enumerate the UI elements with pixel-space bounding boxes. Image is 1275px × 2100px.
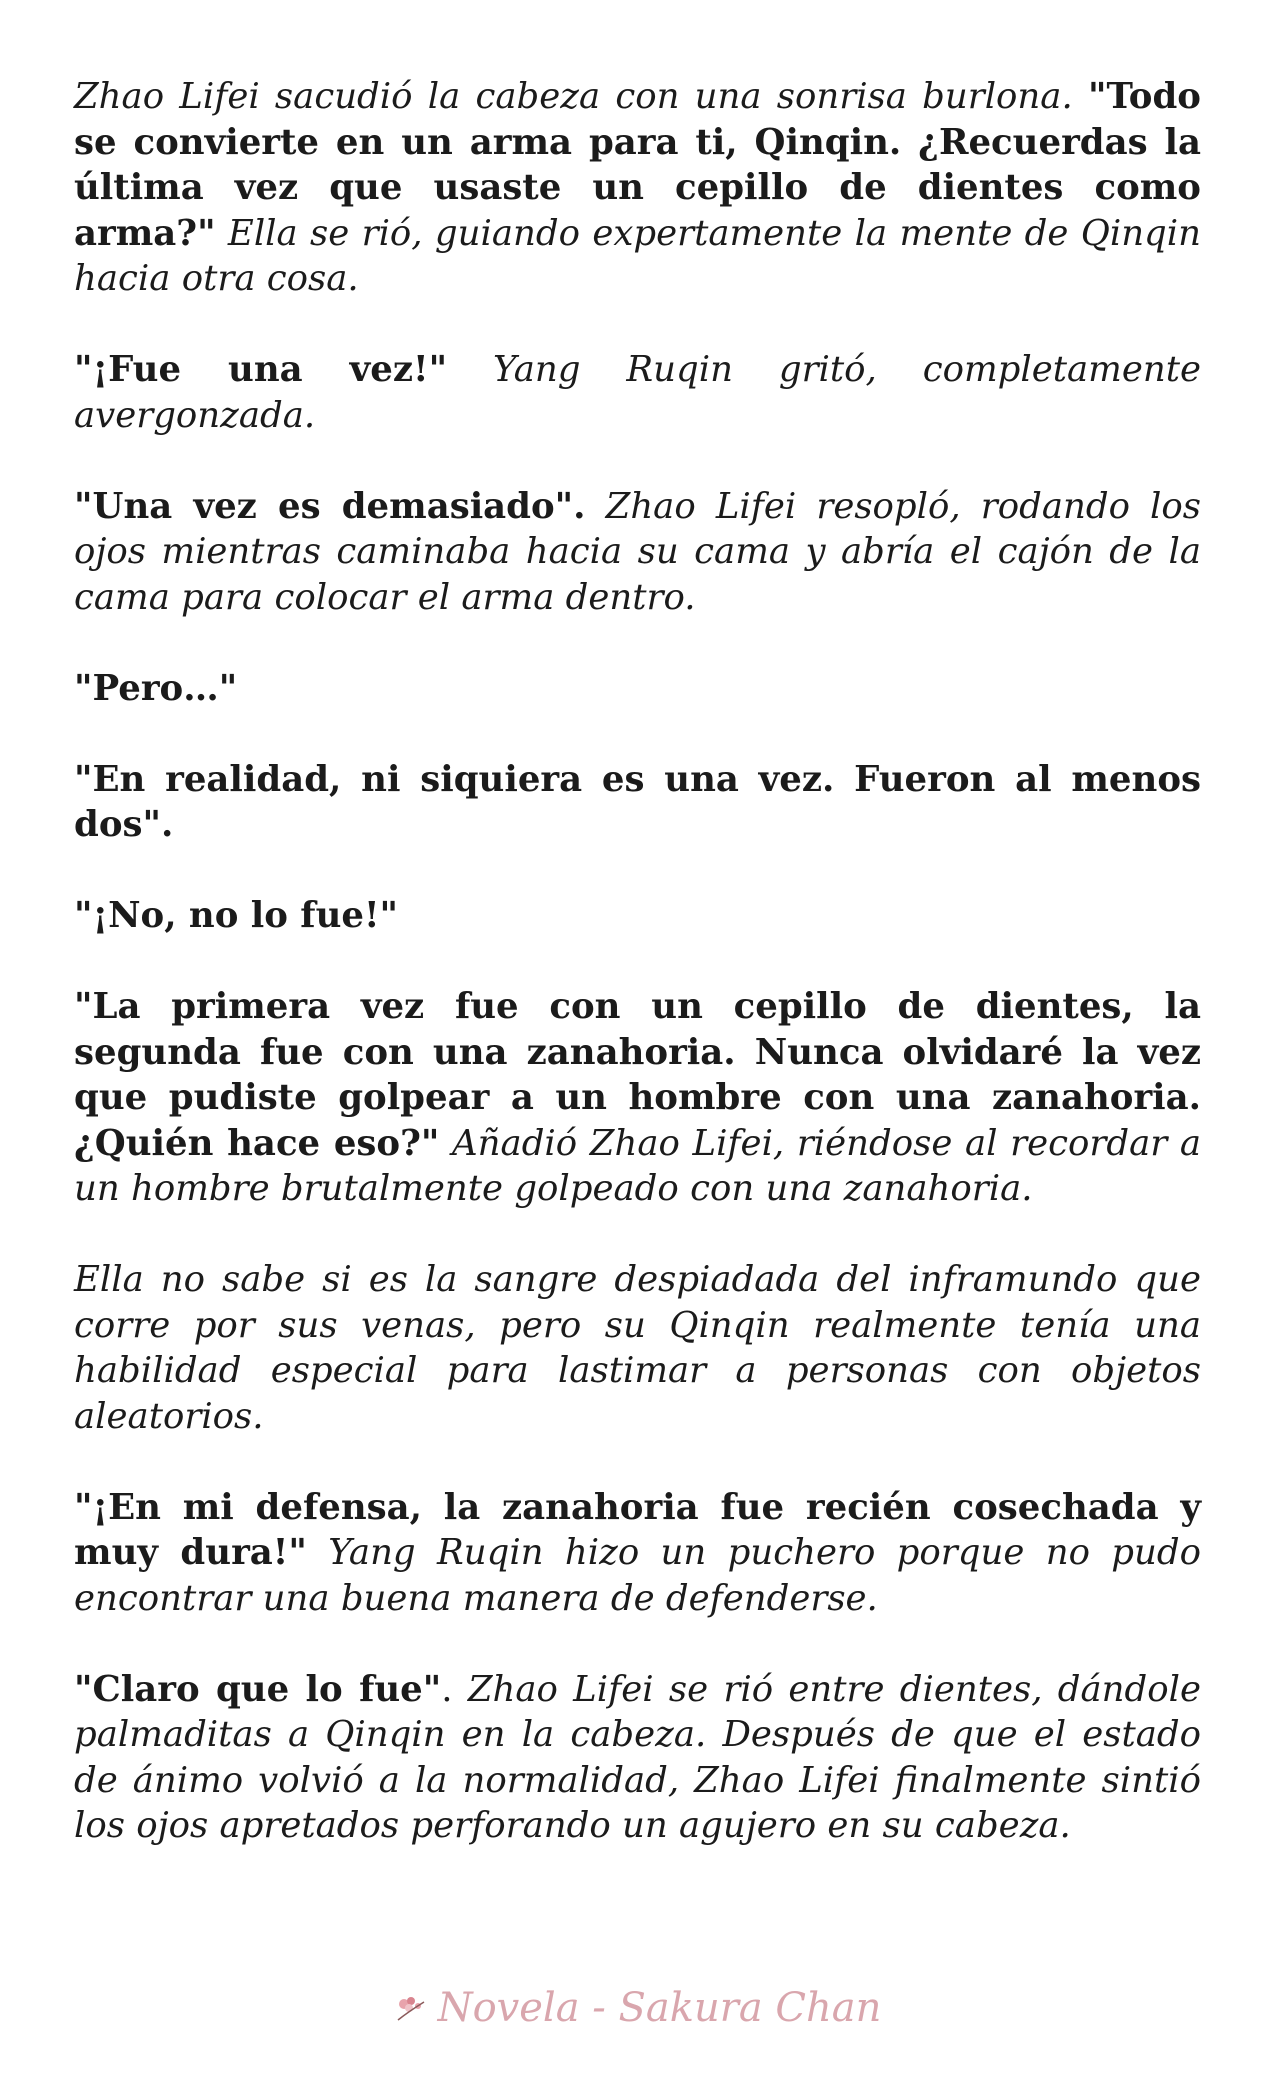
dialogue-text: "¡En mi defensa, la zanahoria fue recién cosechada y muy dura!" — [74, 1486, 1201, 1573]
dialogue-text: "La primera vez fue con un cepillo de dientes, la segunda fue con una zanahoria. Nunca olvidaré la vez que pudiste golpear a un hombre con una zanahoria. ¿Quién hace eso?" — [74, 986, 1201, 1164]
narration-text: Yang Ruqin gritó, completamente avergonzada. — [74, 349, 1201, 436]
narration-text: Añadió Zhao Lifei, riéndose al recordar a un hombre brutalmente golpeado con una zanahoria. — [74, 1122, 1202, 1209]
paragraph — [74, 347, 1201, 438]
paragraph — [74, 666, 1201, 712]
narration-text: Zhao Lifei se rió entre dientes, dándole palmaditas a Qinqin en la cabeza. Después de que el estado de ánimo volvió a la normalidad, Zhao Lifei finalmente sintió los ojos apretados perforando un agujero en su cabeza. — [74, 1668, 1201, 1846]
paragraph — [74, 984, 1201, 1212]
dialogue-text: "¡Fue una vez!" — [74, 349, 448, 390]
narration-text: Zhao Lifei resopló, rodando los ojos mientras caminaba hacia su cama y abría el cajón de la cama para colocar el arma dentro. — [74, 485, 1201, 618]
dialogue-text: "¡No, no lo fue!" — [74, 895, 399, 936]
narration-text: Zhao Lifei sacudió la cabeza con una sonrisa burlona. — [74, 76, 1088, 117]
watermark-text: Novela - Sakura Chan — [437, 1985, 882, 2031]
dialogue-text: "Pero…" — [74, 667, 238, 709]
paragraph — [74, 1257, 1201, 1439]
watermark-footer — [0, 1985, 1275, 2034]
document-body — [74, 74, 1201, 1849]
paragraph — [74, 757, 1201, 848]
dialogue-text: "Una vez es demasiado". — [74, 485, 586, 527]
narration-text: Yang Ruqin hizo un puchero porque no pudo encontrar una buena manera de defenderse. — [74, 1532, 1201, 1619]
paragraph — [74, 74, 1201, 302]
punctuation-text: . — [441, 1668, 453, 1710]
sakura-flower-icon — [394, 1988, 428, 2034]
narration-text: Ella no sabe si es la sangre despiadada del inframundo que corre por sus venas, pero su Qinqin realmente tenía una habilidad especial para lastimar a personas con objetos aleatorios. — [74, 1259, 1201, 1437]
dialogue-text: "Claro que lo fue" — [74, 1668, 442, 1710]
narration-text: Ella se rió, guiando expertamente la mente de Qinqin hacia otra cosa. — [74, 212, 1201, 299]
paragraph — [74, 1667, 1201, 1849]
paragraph — [74, 1485, 1201, 1622]
paragraph — [74, 484, 1201, 621]
dialogue-text: "Todo se convierte en un arma para ti, Qinqin. ¿Recuerdas la última vez que usaste un cepillo de dientes como arma?" — [74, 76, 1201, 254]
paragraph — [74, 893, 1201, 939]
dialogue-text: "En realidad, ni siquiera es una vez. Fueron al menos dos". — [74, 758, 1201, 845]
